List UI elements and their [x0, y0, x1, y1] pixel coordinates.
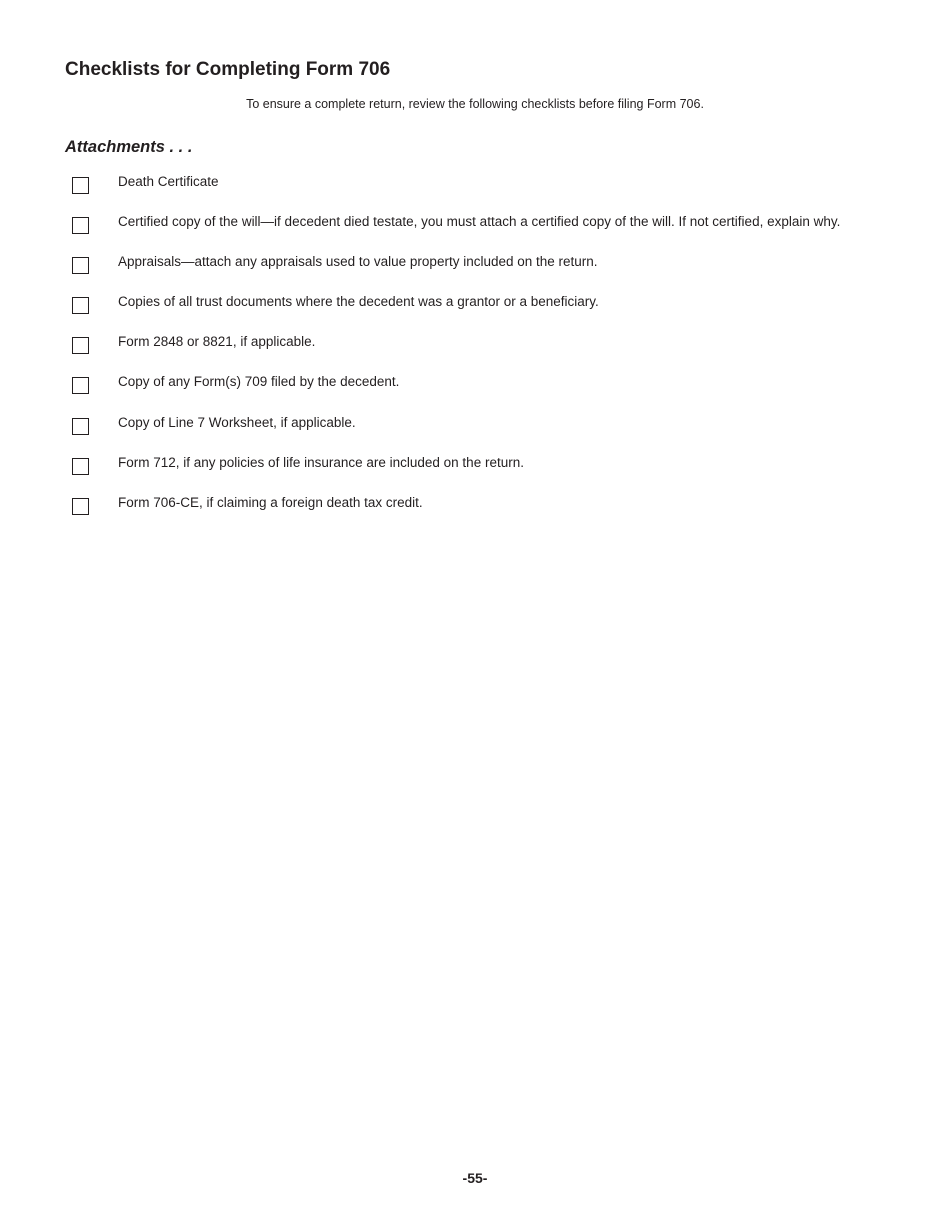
checklist-item-label: Form 706-CE, if claiming a foreign death tax credit. — [118, 494, 423, 510]
checklist-item-label: Form 712, if any policies of life insurance are included on the return. — [118, 454, 524, 470]
checkbox-certified-will[interactable] — [72, 217, 89, 234]
checklist-item — [0, 332, 950, 372]
checklist-item — [0, 252, 950, 292]
checkbox-trust-documents[interactable] — [72, 297, 89, 314]
intro-text: To ensure a complete return, review the following checklists before filing Form 706. — [246, 97, 704, 111]
checklist-item-label: Form 2848 or 8821, if applicable. — [118, 334, 316, 350]
checklist-item — [0, 493, 950, 533]
checklist-item-label: Copies of all trust documents where the decedent was a grantor or a beneficiary. — [118, 294, 599, 310]
page-title: Checklists for Completing Form 706 — [65, 59, 391, 80]
checklist-item — [0, 292, 950, 332]
checkbox-death-certificate[interactable] — [72, 177, 89, 194]
checkbox-form-712[interactable] — [72, 458, 89, 475]
checklist-item — [0, 172, 950, 212]
checkbox-appraisals[interactable] — [72, 257, 89, 274]
checklist-item-label: Certified copy of the will—if decedent died testate, you must attach a certified copy of the will. If not certified, explain why. — [118, 214, 841, 230]
checkbox-line-7-worksheet[interactable] — [72, 418, 89, 435]
checklist-item — [0, 453, 950, 493]
section-heading-attachments: Attachments . . . — [65, 138, 193, 156]
checklist-item — [0, 372, 950, 412]
checklist-item-label: Copy of Line 7 Worksheet, if applicable. — [118, 414, 356, 430]
checklist-item-label: Appraisals—attach any appraisals used to value property included on the return. — [118, 254, 598, 270]
attachments-checklist — [0, 172, 950, 533]
checklist-item-label: Death Certificate — [118, 174, 219, 189]
page-number: -55- — [462, 1170, 488, 1186]
checklist-item — [0, 413, 950, 453]
checkbox-form-2848-8821[interactable] — [72, 337, 89, 354]
checkbox-form-709[interactable] — [72, 377, 89, 394]
checklist-item-label: Copy of any Form(s) 709 filed by the decedent. — [118, 374, 400, 390]
checkbox-form-706-ce[interactable] — [72, 498, 89, 515]
checklist-item — [0, 212, 950, 252]
